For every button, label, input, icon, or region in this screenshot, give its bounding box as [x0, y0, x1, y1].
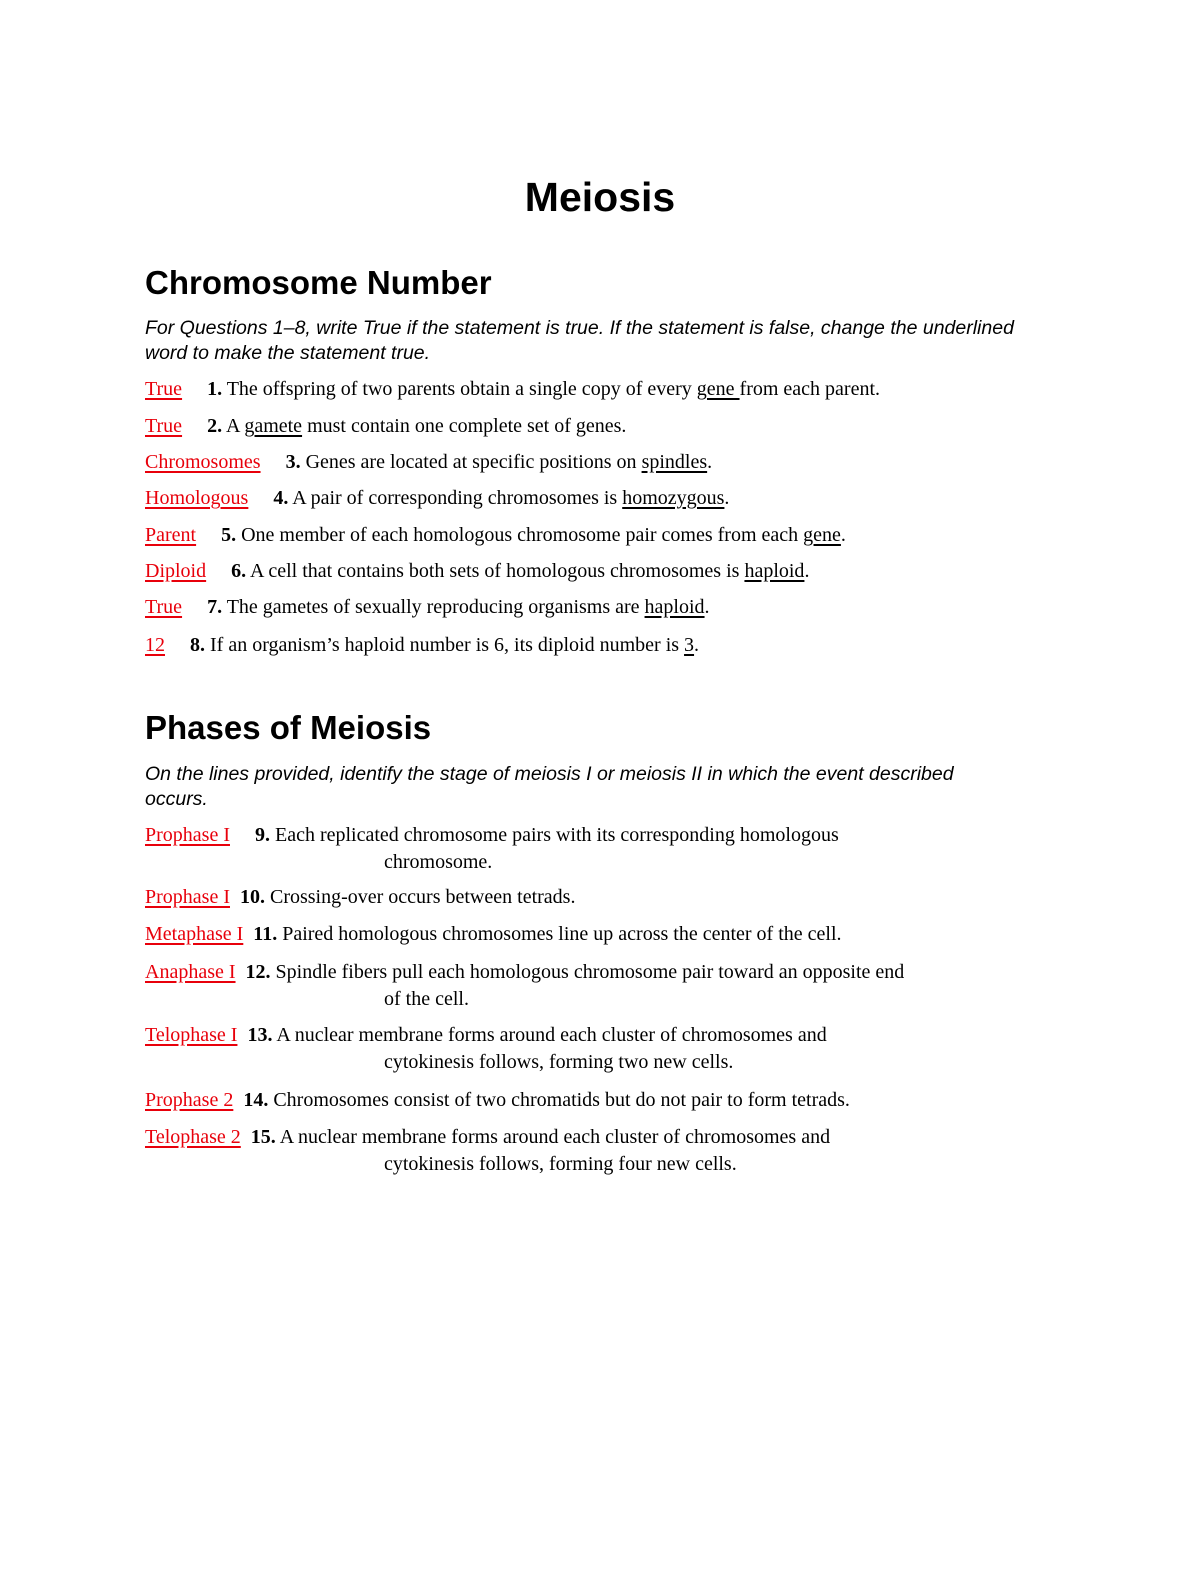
question-text-continued: of the cell.: [384, 988, 469, 1010]
question-row: [145, 1124, 1050, 1178]
answer-text: Homologous: [145, 487, 249, 509]
question-text: A nuclear membrane forms around each cluster of chromosomes and: [276, 1024, 827, 1046]
question-number: 7.: [207, 596, 223, 618]
answer-text: Parent: [145, 524, 197, 546]
answer-text: Metaphase I: [145, 923, 244, 945]
question-number: 12.: [245, 961, 271, 983]
question-row: [145, 413, 1050, 440]
question-row: [145, 376, 1050, 403]
question-row: [145, 449, 1050, 476]
question-text-continued: chromosome.: [384, 851, 493, 873]
question-text: Spindle fibers pull each homologous chromosome pair toward an opposite end: [275, 961, 905, 983]
section-heading-phases-of-meiosis: Phases of Meiosis: [145, 709, 432, 746]
question-row: [145, 1087, 1050, 1114]
question-text: If an organism’s haploid number is 6, its diploid number is: [210, 634, 685, 656]
question-text: Crossing-over occurs between tetrads.: [269, 886, 576, 908]
question-text: Chromosomes consist of two chromatids but do not pair to form tetrads.: [273, 1089, 850, 1111]
question-number: 10.: [239, 886, 265, 908]
question-number: 11.: [253, 923, 278, 945]
question-text: must contain one complete set of genes.: [302, 415, 627, 437]
question-text: A nuclear membrane forms around each cluster of chromosomes and: [279, 1126, 831, 1148]
question-number: 2.: [207, 415, 223, 437]
answer-text: Telophase I: [145, 1024, 238, 1046]
answer-text: Anaphase I: [145, 961, 236, 983]
question-text: .: [707, 451, 713, 473]
question-text: A pair of corresponding chromosomes is: [292, 487, 623, 509]
section-instructions: On the lines provided, identify the stage of meiosis I or meiosis II in which the event described occurs.: [145, 763, 954, 810]
answer-text: Prophase I: [145, 886, 230, 908]
question-text: The offspring of two parents obtain a single copy of every: [226, 378, 697, 400]
answer-text: Chromosomes: [145, 451, 261, 473]
question-number: 3.: [285, 451, 301, 473]
question-number: 14.: [243, 1089, 269, 1111]
question-row: [145, 959, 1050, 1013]
answer-text: Prophase 2: [145, 1089, 234, 1111]
underlined-word: haploid: [644, 596, 705, 618]
question-text: A cell that contains both sets of homologous chromosomes is: [250, 560, 745, 582]
question-number: 4.: [273, 487, 289, 509]
underlined-word: gene: [803, 524, 841, 546]
question-number: 15.: [250, 1126, 276, 1148]
question-text: .: [840, 524, 846, 546]
answer-text: Telophase 2: [145, 1126, 241, 1148]
question-number: 8.: [190, 634, 205, 656]
question-text-continued: cytokinesis follows, forming two new cells.: [384, 1051, 734, 1073]
page-title: Meiosis: [524, 174, 676, 220]
question-text: .: [704, 596, 710, 618]
underlined-word: homozygous: [622, 487, 725, 509]
answer-text: Diploid: [145, 560, 207, 582]
answer-text: True: [145, 596, 183, 618]
underlined-word: 3: [684, 634, 695, 656]
question-row: [145, 822, 1050, 876]
question-row: [145, 1022, 1050, 1076]
question-row: [145, 921, 1050, 948]
question-row: [145, 632, 1050, 659]
question-number: 5.: [221, 524, 237, 546]
question-text: Genes are located at specific positions on: [305, 451, 642, 473]
question-text-continued: cytokinesis follows, forming four new cells.: [384, 1153, 737, 1175]
question-text: .: [804, 560, 810, 582]
section-instructions: For Questions 1–8, write True if the statement is true. If the statement is false, change the underlined word to make the statement true.: [145, 317, 1014, 364]
question-number: 13.: [247, 1024, 273, 1046]
question-number: 1.: [207, 378, 223, 400]
answer-text: True: [145, 378, 183, 400]
underlined-word: haploid: [744, 560, 805, 582]
underlined-word: gene: [696, 378, 740, 400]
question-row: [145, 558, 1050, 585]
question-text: Each replicated chromosome pairs with its corresponding homologous: [274, 824, 839, 846]
question-text: A: [225, 415, 245, 437]
underlined-word: spindles: [641, 451, 708, 473]
question-text: .: [724, 487, 730, 509]
question-row: [145, 884, 1050, 911]
question-number: 6.: [231, 560, 247, 582]
section-heading-chromosome-number: Chromosome Number: [145, 264, 492, 301]
question-text: from each parent.: [739, 378, 881, 400]
question-text: .: [694, 634, 700, 656]
question-row: [145, 485, 1050, 512]
question-text: One member of each homologous chromosome pair comes from each: [241, 524, 804, 546]
answer-text: Prophase I: [145, 824, 230, 846]
answer-text: 12: [145, 634, 165, 656]
question-row: [145, 522, 1050, 549]
answer-text: True: [145, 415, 183, 437]
question-text: The gametes of sexually reproducing organisms are: [226, 596, 645, 618]
underlined-word: gamete: [244, 415, 303, 437]
question-row: [145, 594, 1050, 621]
question-number: 9.: [254, 824, 270, 846]
question-text: Paired homologous chromosomes line up across the center of the cell.: [282, 923, 842, 945]
